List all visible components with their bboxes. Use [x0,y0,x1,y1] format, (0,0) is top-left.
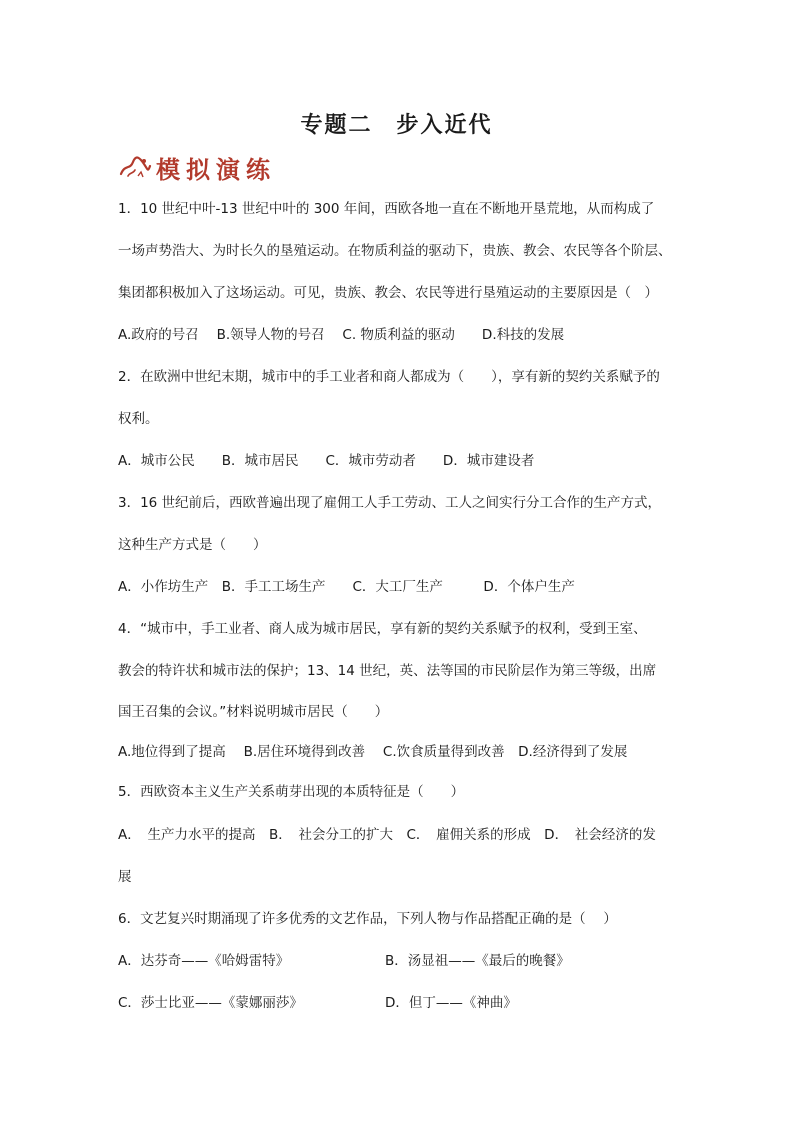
q4-line-3: 国王召集的会议。”材料说明城市居民（ ） [118,704,389,720]
q5-line-1: 5．西欧资本主义生产关系萌芽出现的本质特征是（ ） [118,784,465,800]
q5-options-wrap: 展 [118,869,132,885]
q3-line-1: 3．16 世纪前后，西欧普遍出现了雇佣工人手工劳动、工人之间实行分工合作的生产方式， [118,495,662,511]
section-banner [118,150,276,184]
q4-options: A.地位得到了提高 B.居住环境得到改善 C.饮食质量得到改善 D.经济得到了发展 [118,744,628,760]
q3-line-2: 这种生产方式是（ ） [118,537,267,553]
q2-line-2: 权利。 [118,411,159,427]
q6-option-d: D．但丁——《神曲》 [385,995,517,1011]
q6-option-b: B．汤显祖——《最后的晚餐》 [385,953,570,969]
q4-line-1: 4．“城市中，手工业者、商人成为城市居民，享有新的契约关系赋予的权利，受到王室、 [118,621,647,637]
q4-line-2: 教会的特许状和城市法的保护；13、14 世纪，英、法等国的市民阶层作为第三等级，出席 [118,663,657,679]
q2-line-1: 2．在欧洲中世纪末期，城市中的手工业者和商人都成为（ ），享有新的契约关系赋予的 [118,369,660,385]
q1-line-1: 1．10 世纪中叶-13 世纪中叶的 300 年间，西欧各地一直在不断地开垦荒地，从而构成了 [118,201,655,217]
banner-label: 模拟演练 [156,154,276,184]
q1-line-3: 集团都积极加入了这场运动。可见，贵族、教会、农民等进行垦殖运动的主要原因是（ ） [118,285,658,301]
q1-options: A.政府的号召 B.领导人物的号召 C. 物质利益的驱动 D.科技的发展 [118,327,565,343]
q6-line-1: 6．文艺复兴时期涌现了许多优秀的文艺作品，下列人物与作品搭配正确的是（ ） [118,911,617,927]
q6-option-a: A．达芬奇——《哈姆雷特》 [118,953,290,969]
dragon-ornament-icon [118,152,152,182]
q6-option-c: C．莎士比亚——《蒙娜丽莎》 [118,995,303,1011]
q3-options: A．小作坊生产 B．手工工场生产 C．大工厂生产 D．个体户生产 [118,579,575,595]
q2-options: A．城市公民 B．城市居民 C．城市劳动者 D．城市建设者 [118,453,535,469]
q1-line-2: 一场声势浩大、为时长久的垦殖运动。在物质利益的驱动下，贵族、教会、农民等各个阶层、 [118,243,672,259]
page-title: 专题二 步入近代 [300,113,493,138]
q5-options: A． 生产力水平的提高 B． 社会分工的扩大 C． 雇佣关系的形成 D． 社会经济的发 [118,827,656,843]
